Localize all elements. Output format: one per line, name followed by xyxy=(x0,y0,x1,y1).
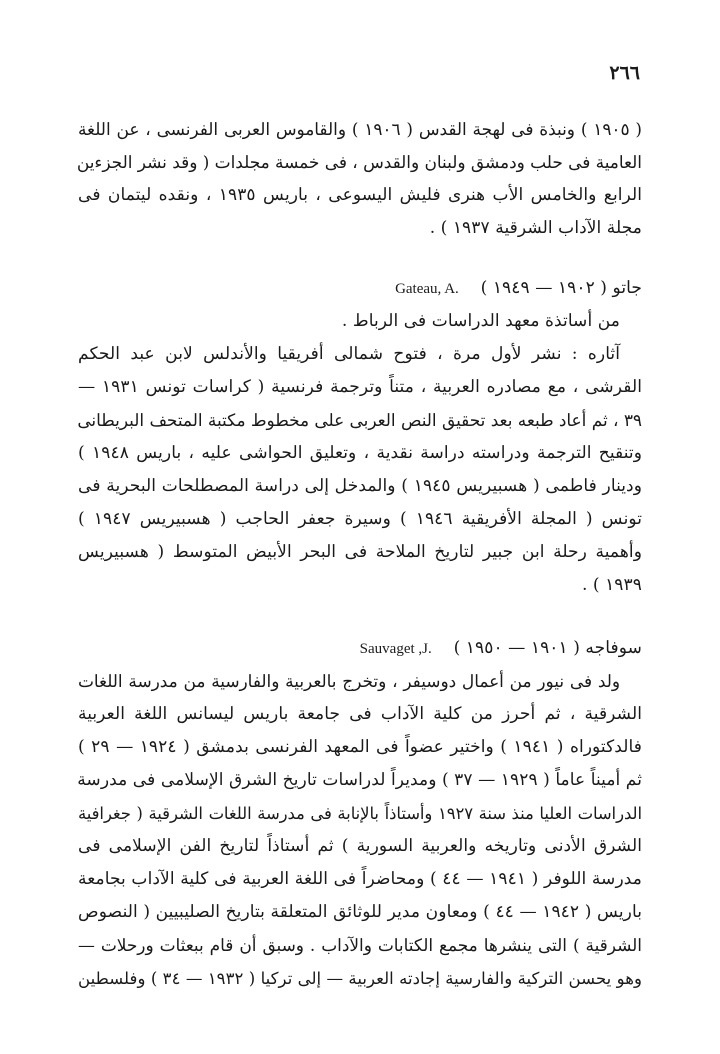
entry-heading-latin: Sauvaget ,J. xyxy=(359,641,432,657)
paragraph-line: القرشى ، مع مصادره العربية ، متناً وترجمة فرنسية ( كراسات تونس ١٩٣١ — xyxy=(78,377,642,397)
paragraph-line: وأهمية رحلة ابن جبير لتاريخ الملاحة فى البحر الأبيض المتوسط ( هسبيريس xyxy=(78,542,642,562)
paragraph-line: ثم أميناً عاماً ( ١٩٢٩ — ٣٧ ) ومديراً لدراسات تاريخ الشرق الإسلامى فى مدرسة xyxy=(77,770,642,790)
entry-sauvaget xyxy=(78,632,642,995)
paragraph-line: ( ١٩٠٥ ) ونبذة فى لهجة القدس ( ١٩٠٦ ) والقاموس العربى الفرنسى ، عن اللغة xyxy=(78,119,642,139)
paragraph-line: فالدكتوراه ( ١٩٤١ ) واختير عضواً فى المعهد الفرنسى بدمشق ( ١٩٢٤ — ٢٩ ) xyxy=(78,737,642,757)
entry-heading xyxy=(78,272,642,305)
paragraph-line: مدرسة اللوفر ( ١٩٤١ — ٤٤ ) ومحاضراً فى اللغة العربية فى كلية الآداب بجامعة xyxy=(78,869,642,889)
paragraph-line: باريس ( ١٩٤٢ — ٤٤ ) ومعاون مدير للوثائق المتعلقة بتاريخ الصليبيين ( النصوص xyxy=(78,902,642,922)
entry-gateau xyxy=(78,272,642,602)
page-number: ٢٦٦ xyxy=(609,62,640,84)
entry-heading-arabic: سوفاجه ( ١٩٠١ — ١٩٥٠ ) xyxy=(453,638,642,658)
paragraph-line: الرابع والخامس الأب هنرى فليش اليسوعى ، باريس ١٩٣٥ ، ونقده ليتمان فى xyxy=(78,185,642,205)
entry-heading xyxy=(78,632,642,665)
paragraph-line: تونس ( المجلة الأفريقية ١٩٤٦ ) وسيرة جعفر الحاجب ( هسبيريس ١٩٤٧ ) xyxy=(78,509,643,529)
paragraph-line: العامية فى حلب ودمشق ولبنان والقدس ، فى خمسة مجلدات ( وقد نشر الجزءين xyxy=(76,152,642,172)
paragraph-line: ودينار فاطمى ( هسبيريس ١٩٤٥ ) والمدخل إلى دراسة المصطلحات البحرية فى xyxy=(78,476,642,496)
paragraph-line: من أساتذة معهد الدراسات فى الرباط . xyxy=(341,311,620,331)
paragraph-line: آثاره : نشر لأول مرة ، فتوح شمالى أفريقيا والأندلس لابن عبد الحكم xyxy=(78,344,620,364)
entry-heading-latin: Gateau, A. xyxy=(395,281,459,297)
paragraph-line: ١٩٣٩ ) . xyxy=(581,575,642,595)
entry-heading-arabic: جاتو ( ١٩٠٢ — ١٩٤٩ ) xyxy=(480,278,642,298)
paragraph-line: الشرق الأدنى وتاريخه والعربية السورية ) ثم أستاذاً لتاريخ الفن الإسلامى فى xyxy=(78,836,642,856)
continuation-paragraph xyxy=(78,113,642,245)
paragraph-line: ٣٩ ، ثم أعاد طبعه بعد تحقيق النص العربى على مخطوط مكتبة المتحف البريطانى xyxy=(77,410,642,430)
paragraph-line: ولد فى نيور من أعمال دوسيفر ، وتخرج بالعربية والفارسية من مدرسة اللغات xyxy=(78,671,620,691)
paragraph-line: الشرقية ) التى ينشرها مجمع الكتابات والآداب . وسبق أن قام ببعثات ورحلات — xyxy=(78,935,642,955)
paragraph-line: الدراسات العليا منذ سنة ١٩٢٧ وأستاذاً بالإنابة فى مدرسة اللغات الشرقية ( جغرافية xyxy=(78,804,642,823)
paragraph-line: الشرقية ، ثم أحرز من كلية الآداب فى جامعة باريس ليسانس اللغة العربية xyxy=(78,704,642,724)
paragraph-line: وهو يحسن التركية والفارسية إجادته العربية — إلى تركيا ( ١٩٣٢ — ٣٤ ) وفلسطين xyxy=(78,969,642,988)
paragraph-line: وتنقيح الترجمة ودراسته دراسة نقدية ، وتعليق الحواشى عليه ، باريس ١٩٤٨ ) xyxy=(78,443,642,463)
paragraph-line: مجلة الآداب الشرقية ١٩٣٧ ) . xyxy=(429,218,642,238)
